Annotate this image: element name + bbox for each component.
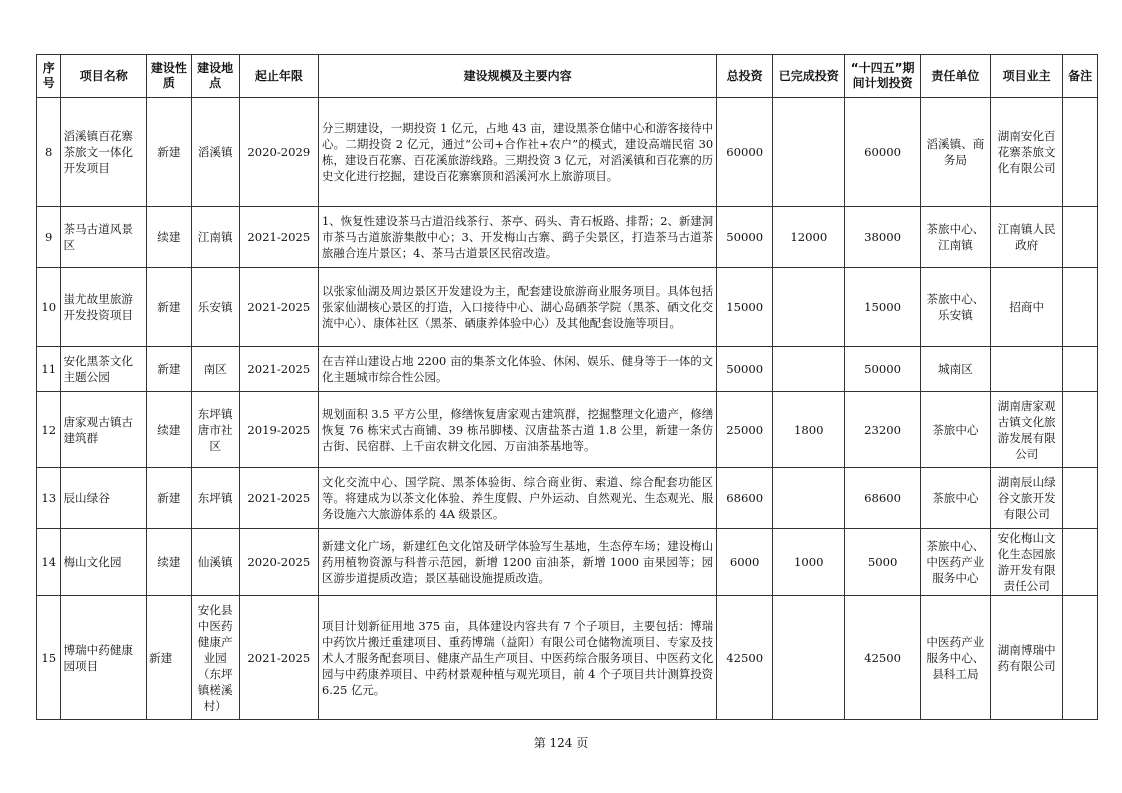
cell-completed: 1000 bbox=[773, 529, 845, 596]
cell-nature: 续建 bbox=[146, 529, 191, 596]
cell-content: 1、恢复性建设茶马古道沿线茶行、茶亭、码头、青石板路、排帮；2、新建洞市茶马古道旅游集散中心；3、开发梅山古寨、鹞子尖景区，打造茶马古道茶旅融合连片景区；4、茶马古道景区民宿改造。 bbox=[319, 207, 717, 268]
cell-period: 2021-2025 bbox=[239, 347, 318, 392]
cell-completed: 1800 bbox=[773, 392, 845, 468]
cell-unit: 滔溪镇、商务局 bbox=[920, 98, 990, 207]
table-row bbox=[37, 98, 1098, 207]
cell-content: 文化交流中心、国学院、黑茶体验街、综合商业街、索道、综合配套功能区等。将建成为以茶文化体验、养生度假、户外运动、自然观光、生态观光、服务设施六大旅游体系的 4A 级景区。 bbox=[319, 468, 717, 529]
cell-note bbox=[1063, 468, 1098, 529]
header-location: 建设地点 bbox=[191, 55, 239, 98]
cell-total: 60000 bbox=[717, 98, 773, 207]
cell-unit: 茶旅中心、江南镇 bbox=[920, 207, 990, 268]
cell-period: 2021-2025 bbox=[239, 207, 318, 268]
cell-note bbox=[1063, 596, 1098, 720]
cell-note bbox=[1063, 268, 1098, 347]
cell-note bbox=[1063, 392, 1098, 468]
cell-nature: 新建 bbox=[146, 596, 191, 720]
header-row bbox=[37, 55, 1098, 98]
table-row bbox=[37, 529, 1098, 596]
project-table bbox=[36, 54, 1098, 720]
cell-seq: 8 bbox=[37, 98, 61, 207]
header-owner: 项目业主 bbox=[991, 55, 1063, 98]
cell-completed bbox=[773, 268, 845, 347]
cell-total: 25000 bbox=[717, 392, 773, 468]
cell-location: 乐安镇 bbox=[191, 268, 239, 347]
cell-period: 2021-2025 bbox=[239, 268, 318, 347]
cell-seq: 13 bbox=[37, 468, 61, 529]
header-period: 起止年限 bbox=[239, 55, 318, 98]
cell-location: 东坪镇 bbox=[191, 468, 239, 529]
cell-name: 安化黑茶文化主题公园 bbox=[61, 347, 147, 392]
cell-content: 在吉祥山建设占地 2200 亩的集茶文化体验、休闲、娱乐、健身等于一体的文化主题城市综合性公园。 bbox=[319, 347, 717, 392]
cell-seq: 9 bbox=[37, 207, 61, 268]
header-content: 建设规模及主要内容 bbox=[319, 55, 717, 98]
cell-nature: 新建 bbox=[146, 468, 191, 529]
cell-total: 42500 bbox=[717, 596, 773, 720]
cell-nature: 新建 bbox=[146, 268, 191, 347]
table-row bbox=[37, 468, 1098, 529]
header-name: 项目名称 bbox=[61, 55, 147, 98]
cell-seq: 14 bbox=[37, 529, 61, 596]
cell-plan: 60000 bbox=[845, 98, 920, 207]
cell-unit: 城南区 bbox=[920, 347, 990, 392]
cell-plan: 68600 bbox=[845, 468, 920, 529]
table-row bbox=[37, 596, 1098, 720]
cell-period: 2021-2025 bbox=[239, 596, 318, 720]
cell-period: 2019-2025 bbox=[239, 392, 318, 468]
cell-content: 新建文化广场，新建红色文化馆及研学体验写生基地，生态停车场；建设梅山药用植物资源与科普示范园，新增 1200 亩油茶，新增 1000 亩果园等；园区游步道提质改造；景区基础设施提质改造。 bbox=[319, 529, 717, 596]
table-row bbox=[37, 347, 1098, 392]
cell-owner: 招商中 bbox=[991, 268, 1063, 347]
cell-note bbox=[1063, 529, 1098, 596]
cell-plan: 42500 bbox=[845, 596, 920, 720]
cell-content: 项目计划新征用地 375 亩，具体建设内容共有 7 个子项目，主要包括：博瑞中药饮片搬迁重建项目、重药博瑞（益阳）有限公司仓储物流项目、专家及技术人才服务配套项目、健康产品生产项目、中医药综合服务项目、中医药文化园与中药康养项目、中药材景观种植与观光项目，前 4 个子项目共计测算投资 6.25 亿元。 bbox=[319, 596, 717, 720]
cell-total: 50000 bbox=[717, 207, 773, 268]
cell-completed bbox=[773, 347, 845, 392]
cell-unit: 茶旅中心、中医药产业服务中心 bbox=[920, 529, 990, 596]
cell-location: 安化县中医药健康产业园（东坪镇槎溪村） bbox=[191, 596, 239, 720]
cell-unit: 茶旅中心 bbox=[920, 468, 990, 529]
cell-note bbox=[1063, 347, 1098, 392]
cell-owner: 湖南博瑞中药有限公司 bbox=[991, 596, 1063, 720]
cell-seq: 12 bbox=[37, 392, 61, 468]
cell-total: 68600 bbox=[717, 468, 773, 529]
cell-completed bbox=[773, 596, 845, 720]
cell-period: 2020-2025 bbox=[239, 529, 318, 596]
header-unit: 责任单位 bbox=[920, 55, 990, 98]
cell-unit: 中医药产业服务中心、县科工局 bbox=[920, 596, 990, 720]
cell-plan: 23200 bbox=[845, 392, 920, 468]
cell-owner: 湖南唐家观古镇文化旅游发展有限公司 bbox=[991, 392, 1063, 468]
cell-plan: 15000 bbox=[845, 268, 920, 347]
cell-name: 博瑞中药健康园项目 bbox=[61, 596, 147, 720]
cell-note bbox=[1063, 98, 1098, 207]
cell-nature: 续建 bbox=[146, 392, 191, 468]
cell-owner bbox=[991, 347, 1063, 392]
cell-nature: 新建 bbox=[146, 347, 191, 392]
cell-location: 滔溪镇 bbox=[191, 98, 239, 207]
cell-owner: 安化梅山文化生态园旅游开发有限责任公司 bbox=[991, 529, 1063, 596]
cell-unit: 茶旅中心 bbox=[920, 392, 990, 468]
cell-total: 6000 bbox=[717, 529, 773, 596]
cell-total: 50000 bbox=[717, 347, 773, 392]
cell-completed bbox=[773, 98, 845, 207]
header-nature: 建设性质 bbox=[146, 55, 191, 98]
cell-location: 江南镇 bbox=[191, 207, 239, 268]
cell-note bbox=[1063, 207, 1098, 268]
cell-plan: 38000 bbox=[845, 207, 920, 268]
cell-name: 蚩尤故里旅游开发投资项目 bbox=[61, 268, 147, 347]
header-note: 备注 bbox=[1063, 55, 1098, 98]
header-completed: 已完成投资 bbox=[773, 55, 845, 98]
cell-seq: 15 bbox=[37, 596, 61, 720]
cell-content: 以张家仙湖及周边景区开发建设为主，配套建设旅游商业服务项目。具体包括张家仙湖核心景区的打造，入口接待中心、湖心岛硒茶学院（黑茶、硒文化交流中心）、康体社区（黑茶、硒康养体验中心）及其他配套设施等项目。 bbox=[319, 268, 717, 347]
cell-content: 分三期建设，一期投资 1 亿元，占地 43 亩，建设黑茶仓储中心和游客接待中心。二期投资 2 亿元，通过“公司+合作社+农户”的模式，建设高端民宿 30 栋，建设百花寨、百花溪旅游线路。三期投资 3 亿元，对滔溪镇和百花寨的历史文化进行挖掘，建设百花寨寨顶和滔溪河水上旅游项目。 bbox=[319, 98, 717, 207]
cell-period: 2021-2025 bbox=[239, 468, 318, 529]
table-row bbox=[37, 268, 1098, 347]
cell-seq: 11 bbox=[37, 347, 61, 392]
header-plan: “十四五”期间计划投资 bbox=[845, 55, 920, 98]
table-row bbox=[37, 392, 1098, 468]
cell-plan: 5000 bbox=[845, 529, 920, 596]
cell-seq: 10 bbox=[37, 268, 61, 347]
table-row bbox=[37, 207, 1098, 268]
cell-total: 15000 bbox=[717, 268, 773, 347]
cell-owner: 江南镇人民政府 bbox=[991, 207, 1063, 268]
cell-location: 东坪镇唐市社区 bbox=[191, 392, 239, 468]
cell-unit: 茶旅中心、乐安镇 bbox=[920, 268, 990, 347]
header-seq: 序号 bbox=[37, 55, 61, 98]
cell-location: 仙溪镇 bbox=[191, 529, 239, 596]
cell-period: 2020-2029 bbox=[239, 98, 318, 207]
header-total: 总投资 bbox=[717, 55, 773, 98]
page-number: 第 124 页 bbox=[533, 736, 589, 750]
cell-name: 茶马古道风景区 bbox=[61, 207, 147, 268]
cell-completed: 12000 bbox=[773, 207, 845, 268]
cell-name: 滔溪镇百花寨茶旅文一体化开发项目 bbox=[61, 98, 147, 207]
cell-plan: 50000 bbox=[845, 347, 920, 392]
cell-name: 辰山绿谷 bbox=[61, 468, 147, 529]
cell-nature: 新建 bbox=[146, 98, 191, 207]
cell-completed bbox=[773, 468, 845, 529]
cell-location: 南区 bbox=[191, 347, 239, 392]
cell-name: 梅山文化园 bbox=[61, 529, 147, 596]
cell-owner: 湖南安化百花寨茶旅文化有限公司 bbox=[991, 98, 1063, 207]
cell-nature: 续建 bbox=[146, 207, 191, 268]
cell-owner: 湖南辰山绿谷文旅开发有限公司 bbox=[991, 468, 1063, 529]
cell-content: 规划面积 3.5 平方公里，修缮恢复唐家观古建筑群，挖掘整理文化遗产，修缮恢复 76 栋宋式古商铺、39 栋吊脚楼、汉唐盐茶古道 1.8 公里，新建一条仿古街、民宿群、上千亩农耕文化园、万亩油茶基地等。 bbox=[319, 392, 717, 468]
cell-name: 唐家观古镇古建筑群 bbox=[61, 392, 147, 468]
